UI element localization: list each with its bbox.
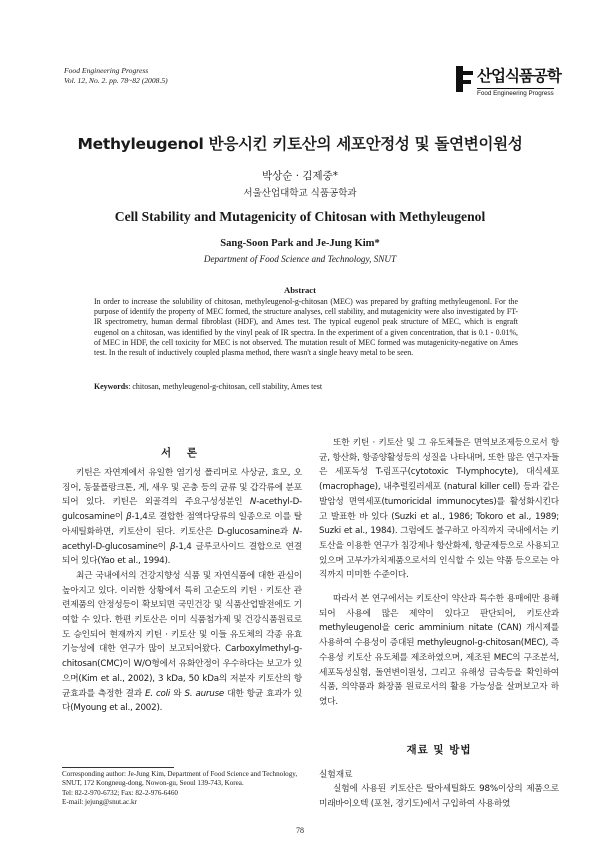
journal-header <box>64 66 168 85</box>
keywords-label: Keywords <box>94 382 129 391</box>
section-heading-introduction: 서 론 <box>161 447 203 459</box>
authors-korean: 박상순 · 김제중* <box>261 170 339 182</box>
paper-title-korean: Methyleugenol 반응시킨 키토산의 세포안정성 및 돌연변이원성 <box>77 135 523 153</box>
logo-mark-icon <box>455 66 475 92</box>
intro-paragraph-2: 최근 국내에서의 건강지향성 식품 및 자연식품에 대한 관심이 높아지고 있다. 이러한 상황에서 특히 고순도의 키틴 · 키토산 관련제품의 안정성등이 확보되면 국민건강 및 식품산업발전에도 기여할 수 있다. 한편 키토산은 이미 식품첨가제 및 건강식품원료로도 승인되어 현재까지 키틴 · 키토산 및 이들 유도체의 각종 유효 기능성에 대한 연구가 많이 보고되어왔다. Carboxylmethyl-g-chitosan(CMC)이 W/O형에서 유화안정이 우수하다는 보고가 있으며(Kim et al., 2002), 3 kDa, 50 kDa의 저분자 키토산의 항균효과를 측정한 결과 E. coli 와 S. auruse 대한 항균 효과가 있다(Myoung et al., 2002). <box>62 570 302 714</box>
footnote-phone: Tel: 82-2-970-6732; Fax: 82-2-976-6460 <box>62 788 178 797</box>
right-paragraph-1: 또한 키틴 · 키토산 및 그 유도체들은 면역보조제등으로서 항균, 항산화, 항종양활성등의 성질을 나타내며, 또한 많은 연구자들은 세포독성 T-림프구(cytotoxic T-lymphocyte), 대식세포(macrophage), 내추럴킬러세포 (natural killer cell) 등과 같은 발암성 면역세포(tumoricidal immunocytes)를 활성화시킨다고 발표한 바 있다 (Suzki et al., 1986; Tokoro et al., 1989; Suzki et al., 1984). 그럼에도 불구하고 아직까지 국내에서는 키토산을 이용한 연구가 침강제나 항산화제, 항균제등으로 사용되고 있으며 고부가가치제품으로서의 인식할 수 있는 약품 등으로는 아직까지 미미한 수준이다. <box>319 438 559 581</box>
right-paragraph-2: 따라서 본 연구에서는 키토산이 약산과 특수한 용매에만 용해되어 사용에 많은 제약이 있다고 판단되어, 키토산과 methyleugenol을 ceric amminium nitate (CAN) 개시제를 사용하여 수용성이 증대된 methyleugnol-g-chitosan(MEC), 즉 수용성 키토산 유도체를 제조하였으며, 제조된 MEC의 구조분석, 세포독성실험, 돌연변이원성, 그리고 유해성 금속등을 확인하여 식품, 의약품과 화장품 원료로서의 활용 가능성을 살펴보고자 하였다. <box>319 594 559 707</box>
intro-paragraph-1: 키틴은 자연계에서 유일한 염기성 폴리머로 사상균, 효모, 오징어, 동물플랑크톤, 게, 새우 및 곤충 등의 균류 및 갑각류에 분포되어 있다. 키틴은 외골격의 주요구성성분인 N-acethyl-D-gulcosamine이 β-1,4로 결합한 점액다당류의 일종으로 이를 탈아세틸화하면, 키토산이 된다. 키토산은 D-glucosamine과 N-acethyl-D-glucosamine이 β-1,4 글루코사이드 결합으로 연결되어 있다(Yao et al., 1994). <box>62 468 302 567</box>
footnote-email: E-mail: jejung@snut.ac.kr <box>62 797 137 806</box>
footnote-address: Corresponding author: Je-Jung Kim, Department of Food Science and Technology, SNUT, 172 Kongneug-dong, Nowon-gu, Seoul 139-743, Korea. <box>62 770 298 788</box>
subsection-heading-materials: 실험재료 <box>319 770 353 780</box>
corresponding-author-footnote <box>62 770 302 807</box>
section-heading-methods: 재료 및 방법 <box>406 744 472 756</box>
logo-korean-text: 산업식품공학 <box>477 67 561 85</box>
materials-paragraph-1: 실험에 사용된 키토산은 탈아세틸화도 98%이상의 제품으로 미래바이오텍 (포천, 경기도)에서 구입하여 사용하였 <box>319 784 559 809</box>
journal-name: Food Engineering Progress <box>64 66 149 75</box>
authors-english: Sang-Soon Park and Je-Jung Kim* <box>220 238 380 249</box>
department-english: Department of Food Science and Technology, SNUT <box>203 254 397 264</box>
page-number: 78 <box>296 826 304 835</box>
keywords-text: : chitosan, methyleugenol-g-chitosan, cell stability, Ames test <box>128 382 323 391</box>
paper-title-english: Cell Stability and Mutagenicity of Chitosan with Methyleugenol <box>114 209 486 224</box>
introduction-body <box>62 466 302 716</box>
materials-body <box>319 782 559 811</box>
abstract-heading: Abstract <box>284 285 316 295</box>
journal-logo <box>455 64 561 102</box>
logo-english-text: Food Engineering Progress <box>477 90 554 97</box>
introduction-continued <box>319 436 559 710</box>
footnote-divider <box>62 767 174 768</box>
abstract-text: In order to increase the solubility of chitosan, methyleugenol-g-chitosan (MEC) was prepared by grafting methyleugenonl. For the purpose of identify the property of MEC formed, the structure analyses, cell stability, and mutagenicity were also investigated by FT-IR spectrometry, human dermal fibroblast (HDF), and Ames test. The typical eugenol peak structure of MEC, which is engraft eugenol on a chitosan, was identified by the vinyl peak of IR spectra. In the experiment of a given concentration, that is 0.1 - 0.01%, of MEC in HDF, the cell toxicity for MEC is not observed. The mutation result of MEC formed was mutagenicity-negative on Ames test. In the result of inductively coupled plasma method, there wasn't a single heavy metal to be seen. <box>94 297 518 358</box>
keywords <box>94 382 518 391</box>
journal-volume: Vol. 12, No. 2. pp. 78~82 (2008.5) <box>64 75 168 85</box>
affiliation-korean: 서울산업대학교 식품공학과 <box>243 188 357 199</box>
